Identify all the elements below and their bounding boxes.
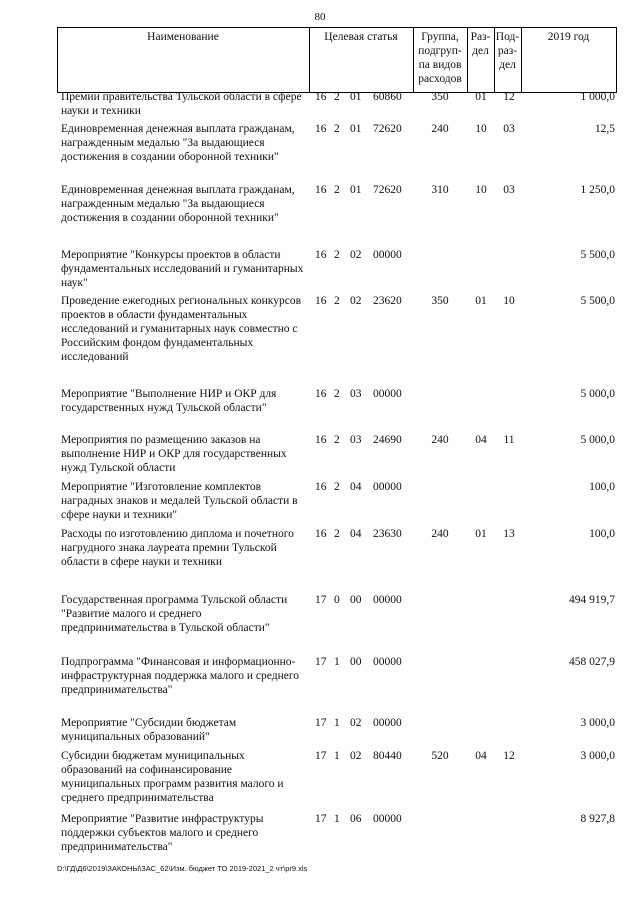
table-header: [57, 27, 617, 93]
cell-c1: 16: [315, 295, 327, 307]
cell-podr: 10: [503, 295, 515, 307]
cell-grp: 350: [431, 91, 449, 103]
cell-name: Единовременная денежная выплата гражданам, награжденным медалью "За выдающиеся достижения в создании оборонной техники": [61, 184, 295, 224]
cell-razd: 01: [475, 295, 487, 307]
cell-c3: 02: [350, 249, 362, 261]
cell-c2: 2: [334, 434, 340, 446]
header-razdel: Раз- дел: [470, 31, 491, 57]
cell-grp: 350: [431, 295, 449, 307]
cell-amt: 494 919,7: [569, 594, 615, 606]
cell-c2: 2: [334, 528, 340, 540]
cell-c2: 1: [334, 813, 340, 825]
cell-c3: 02: [350, 295, 362, 307]
cell-amt: 3 000,0: [580, 750, 615, 762]
cell-podr: 12: [503, 91, 515, 103]
header-name: Наименование: [147, 31, 219, 43]
cell-c1: 16: [315, 481, 327, 493]
cell-c1: 16: [315, 123, 327, 135]
page-number: 80: [314, 11, 326, 23]
cell-c1: 17: [315, 750, 327, 762]
cell-c4: 23630: [373, 528, 402, 540]
cell-c3: 01: [350, 184, 362, 196]
cell-c4: 24690: [373, 434, 402, 446]
cell-c3: 02: [350, 717, 362, 729]
cell-amt: 5 500,0: [580, 295, 615, 307]
header-year: 2019 год: [547, 31, 590, 43]
cell-c4: 00000: [373, 481, 402, 493]
cell-c4: 00000: [373, 594, 402, 606]
cell-amt: 1 000,0: [580, 91, 615, 103]
cell-c2: 1: [334, 656, 340, 668]
cell-c2: 2: [334, 481, 340, 493]
cell-amt: 5 000,0: [580, 388, 615, 400]
file-path-footer: D:\ГД\Д6\2019\ЗАКОНЫ\ЗАС_62\Изм. бюджет ТО 2019-2021_2 чт\pr9.xls: [57, 864, 308, 873]
cell-c1: 16: [315, 528, 327, 540]
cell-c4: 60860: [373, 91, 402, 103]
cell-name: Государственная программа Тульской области "Развитие малого и среднего предпринимательства в Тульской области": [61, 594, 288, 634]
cell-c4: 00000: [373, 656, 402, 668]
cell-name: Мероприятие "Субсидии бюджетам муниципальных образований": [61, 717, 237, 743]
cell-grp: 240: [431, 434, 449, 446]
cell-amt: 1 250,0: [580, 184, 615, 196]
cell-amt: 8 927,8: [580, 813, 615, 825]
cell-name: Мероприятия по размещению заказов на выполнение НИР и ОКР для государственных нужд Тульской области: [61, 434, 287, 474]
cell-c4: 00000: [373, 388, 402, 400]
cell-podr: 03: [503, 123, 515, 135]
header-podrazdel: Под- раз- дел: [495, 31, 520, 71]
cell-c2: 1: [334, 717, 340, 729]
cell-c3: 00: [350, 656, 362, 668]
cell-amt: 5 500,0: [580, 249, 615, 261]
cell-name: Проведение ежегодных региональных конкурсов проектов в области фундаментальных исследований и гуманитарных наук совместно с Российским фондом фундаментальных исследований: [61, 295, 302, 363]
cell-c1: 16: [315, 249, 327, 261]
cell-c1: 16: [315, 184, 327, 196]
cell-c2: 1: [334, 750, 340, 762]
cell-name: Мероприятие "Развитие инфраструктуры поддержки субъектов малого и среднего предпринимательства": [61, 813, 264, 853]
cell-amt: 5 000,0: [580, 434, 615, 446]
cell-c4: 00000: [373, 717, 402, 729]
cell-razd: 01: [475, 528, 487, 540]
cell-name: Мероприятие "Изготовление комплектов наградных знаков и медалей Тульской области в сфере науки и техники": [61, 481, 298, 521]
cell-c4: 72620: [373, 123, 402, 135]
cell-c3: 03: [350, 434, 362, 446]
cell-amt: 12,5: [594, 123, 615, 135]
header-target: Целевая статья: [324, 31, 398, 43]
cell-c1: 17: [315, 656, 327, 668]
cell-razd: 10: [475, 184, 487, 196]
cell-c4: 80440: [373, 750, 402, 762]
cell-c2: 2: [334, 295, 340, 307]
cell-c4: 72620: [373, 184, 402, 196]
cell-c2: 2: [334, 388, 340, 400]
cell-grp: 520: [431, 750, 449, 762]
cell-c3: 02: [350, 750, 362, 762]
cell-name: Субсидии бюджетам муниципальных образований на софинансирование муниципальных программ развития малого и среднего предпринимательства: [61, 750, 284, 804]
cell-amt: 3 000,0: [580, 717, 615, 729]
cell-c2: 2: [334, 91, 340, 103]
cell-c4: 00000: [373, 249, 402, 261]
cell-c1: 17: [315, 717, 327, 729]
cell-c4: 23620: [373, 295, 402, 307]
cell-c4: 00000: [373, 813, 402, 825]
cell-grp: 240: [431, 528, 449, 540]
cell-name: Мероприятие "Конкурсы проектов в области фундаментальных исследований и гуманитарных наук": [61, 249, 304, 289]
cell-razd: 10: [475, 123, 487, 135]
cell-podr: 13: [503, 528, 515, 540]
cell-grp: 310: [431, 184, 449, 196]
cell-name: Подпрограмма "Финансовая и информационно-инфраструктурная поддержка малого и среднего предпринимательства": [61, 656, 300, 696]
cell-c2: 2: [334, 249, 340, 261]
cell-razd: 04: [475, 750, 487, 762]
cell-razd: 04: [475, 434, 487, 446]
cell-c3: 01: [350, 91, 362, 103]
cell-c1: 17: [315, 813, 327, 825]
cell-c1: 17: [315, 594, 327, 606]
cell-c3: 04: [350, 481, 362, 493]
cell-amt: 100,0: [589, 481, 615, 493]
cell-name: Единовременная денежная выплата гражданам, награжденным медалью "За выдающиеся достижения в создании оборонной техники": [61, 123, 295, 163]
cell-amt: 100,0: [589, 528, 615, 540]
cell-name: Расходы по изготовлению диплома и почетного нагрудного знака лауреата премии Тульской области в сфере науки и техники: [61, 528, 294, 568]
cell-c1: 16: [315, 91, 327, 103]
cell-razd: 01: [475, 91, 487, 103]
cell-amt: 458 027,9: [569, 656, 615, 668]
budget-table: [57, 27, 617, 853]
cell-c3: 04: [350, 528, 362, 540]
cell-podr: 11: [503, 434, 515, 446]
cell-podr: 12: [503, 750, 515, 762]
cell-name: Премии правительства Тульской области в сфере науки и техники: [61, 91, 302, 117]
cell-c3: 01: [350, 123, 362, 135]
cell-c3: 00: [350, 594, 362, 606]
header-group: Группа, подгруп- па видов расходов: [418, 31, 462, 85]
cell-c2: 2: [334, 123, 340, 135]
cell-c2: 0: [334, 594, 340, 606]
cell-c2: 2: [334, 184, 340, 196]
cell-c1: 16: [315, 434, 327, 446]
cell-grp: 240: [431, 123, 449, 135]
cell-c1: 16: [315, 388, 327, 400]
cell-c3: 03: [350, 388, 362, 400]
cell-name: Мероприятие "Выполнение НИР и ОКР для государственных нужд Тульской области": [61, 388, 277, 414]
cell-c3: 06: [350, 813, 362, 825]
cell-podr: 03: [503, 184, 515, 196]
